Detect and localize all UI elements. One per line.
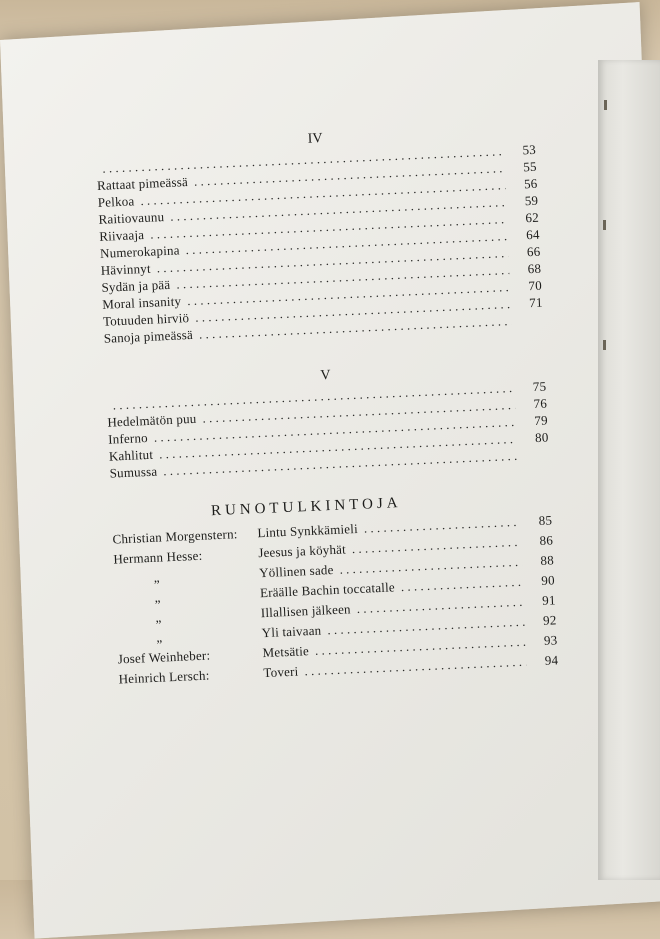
book-spine-edge — [598, 60, 660, 880]
toc-page-number: 66 — [526, 243, 541, 260]
translation-page-number: 85 — [538, 512, 553, 529]
translation-poem: Yöllinen sade — [258, 562, 334, 581]
toc-title: Sydän ja pää — [101, 276, 171, 295]
toc-title: Hedelmätön puu — [107, 410, 197, 430]
translation-poem: Yli taivaan — [261, 622, 322, 641]
toc-page-number — [518, 324, 544, 325]
translation-poem: Eräälle Bachin toccatalle — [259, 579, 396, 601]
binding-stitch — [603, 340, 606, 350]
ditto-mark: „ — [154, 589, 161, 605]
translation-poem: Lintu Synkkämieli — [257, 520, 359, 541]
toc-page-number: 75 — [532, 378, 547, 395]
translation-page-number: 90 — [540, 572, 556, 588]
toc-title: Raitiovaunu — [98, 209, 165, 227]
ditto-mark: „ — [153, 569, 161, 585]
translation-page-number: 92 — [542, 612, 557, 628]
toc-page-number: 64 — [525, 226, 540, 243]
toc-title: Pelkoa — [97, 193, 135, 210]
toc-page-number: 56 — [523, 175, 538, 192]
section-heading-v: V — [320, 367, 332, 384]
toc-title: Numerokapina — [99, 242, 180, 261]
translation-poem: Jeesus ja köyhät — [257, 541, 347, 561]
translation-author: Josef Weinheber: — [117, 647, 211, 667]
toc-page-number: 70 — [528, 277, 543, 294]
toc-page-number: 71 — [528, 294, 543, 311]
toc-title: Inferno — [107, 429, 149, 447]
toc-page-number: 68 — [527, 260, 542, 277]
translation-author: Christian Morgenstern: — [112, 526, 238, 547]
toc-page-number: 62 — [525, 209, 540, 226]
table-of-contents — [95, 119, 559, 690]
toc-page-number: 53 — [522, 141, 537, 158]
translation-page-number: 91 — [541, 592, 556, 608]
toc-title: Riivaaja — [98, 226, 145, 244]
toc-title: Rattaat pimeässä — [96, 173, 189, 193]
toc-title: Hävinnyt — [100, 260, 152, 278]
toc-page-number: 79 — [534, 412, 549, 429]
toc-title: Kahlitut — [108, 446, 154, 464]
translation-page-number: 93 — [543, 632, 558, 648]
translation-poem: Metsätie — [262, 643, 310, 661]
toc-title: Sanoja pimeässä — [103, 326, 194, 346]
ditto-mark: „ — [155, 609, 162, 625]
translation-page-number: 86 — [539, 532, 554, 548]
translation-page-number: 88 — [540, 552, 555, 568]
translation-author: Hermann Hesse: — [113, 547, 203, 567]
toc-page-number: 55 — [522, 158, 537, 175]
toc-title: Sumussa — [109, 463, 158, 481]
toc-page-number: 76 — [533, 395, 548, 412]
binding-stitch — [603, 220, 606, 230]
toc-title: Totuuden hirviö — [102, 310, 190, 329]
translations-heading: RUNOTULKINTOJA — [210, 494, 402, 520]
toc-page-number: 59 — [524, 192, 539, 209]
toc-page-number — [523, 458, 549, 459]
ditto-mark: „ — [156, 629, 163, 645]
section-heading-iv: IV — [307, 131, 324, 147]
translation-poem: Toveri — [263, 663, 299, 681]
toc-page-number: 80 — [534, 429, 549, 446]
binding-stitch — [604, 100, 607, 110]
translation-page-number: 94 — [544, 652, 559, 668]
translation-poem: Illallisen jälkeen — [260, 601, 351, 621]
translation-author: Heinrich Lersch: — [118, 667, 210, 687]
toc-title: Moral insanity — [101, 293, 182, 312]
